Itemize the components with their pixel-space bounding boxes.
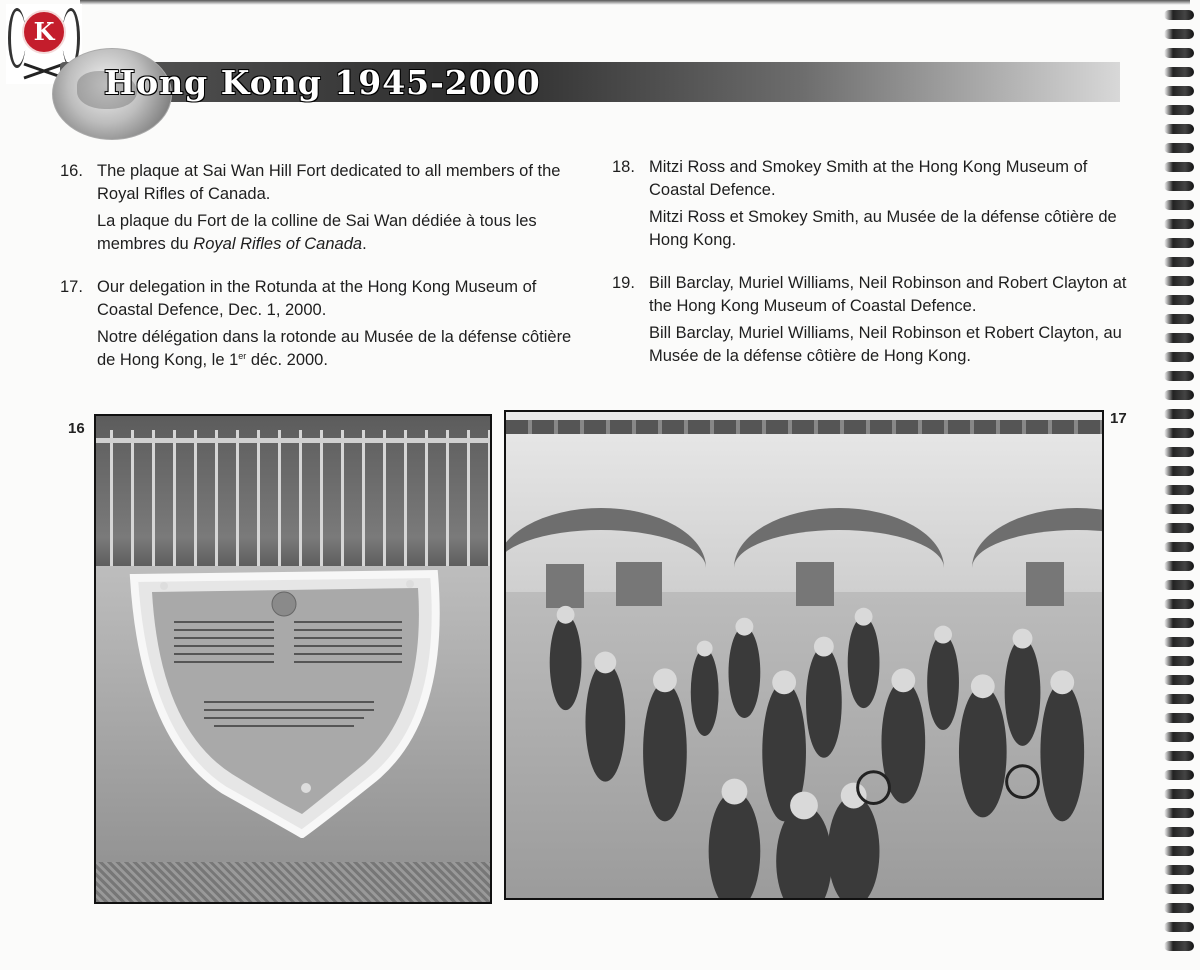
binding-coil xyxy=(1164,124,1194,134)
logo-letter: K xyxy=(33,17,55,46)
photo-number-16: 16 xyxy=(68,420,85,437)
photo-plaque xyxy=(94,414,492,904)
binding-coil xyxy=(1164,941,1194,951)
binding-coil xyxy=(1164,827,1194,837)
binding-coil xyxy=(1164,276,1194,286)
binding-coil xyxy=(1164,447,1194,457)
page-top-edge xyxy=(80,0,1190,5)
binding-coil xyxy=(1164,542,1194,552)
binding-coil xyxy=(1164,29,1194,39)
caption-french: Mitzi Ross et Smokey Smith, au Musée de la défense côtière de Hong Kong. xyxy=(649,208,1117,249)
binding-coil xyxy=(1164,770,1194,780)
spiral-binding xyxy=(1160,0,1200,970)
binding-coil xyxy=(1164,903,1194,913)
caption-number: 18. xyxy=(612,158,635,176)
shield-plaque xyxy=(124,568,444,838)
binding-coil xyxy=(1164,238,1194,248)
binding-coil xyxy=(1164,314,1194,324)
binding-coil xyxy=(1164,409,1194,419)
binding-coil xyxy=(1164,656,1194,666)
binding-coil xyxy=(1164,865,1194,875)
binding-coil xyxy=(1164,10,1194,20)
binding-coil xyxy=(1164,352,1194,362)
binding-coil xyxy=(1164,485,1194,495)
logo-emblem xyxy=(22,10,66,54)
binding-coil xyxy=(1164,808,1194,818)
caption-number: 16. xyxy=(60,162,83,180)
binding-coil xyxy=(1164,219,1194,229)
caption-english: Mitzi Ross and Smokey Smith at the Hong Kong Museum of Coastal Defence. xyxy=(649,158,1088,199)
caption-english: The plaque at Sai Wan Hill Fort dedicated to all members of the Royal Rifles of Canada. xyxy=(97,162,561,203)
photo-delegation xyxy=(504,410,1104,900)
caption-english: Bill Barclay, Muriel Williams, Neil Robinson and Robert Clayton at the Hong Kong Museum of Coastal Defence. xyxy=(649,274,1127,315)
binding-coil xyxy=(1164,390,1194,400)
binding-coil xyxy=(1164,922,1194,932)
crowd xyxy=(506,552,1102,900)
binding-coil xyxy=(1164,599,1194,609)
binding-coil xyxy=(1164,257,1194,267)
binding-coil xyxy=(1164,580,1194,590)
caption-french: La plaque du Fort de la colline de Sai Wan dédiée à tous les membres du Royal Rifles of Canada. xyxy=(97,212,537,253)
binding-coil xyxy=(1164,751,1194,761)
binding-coil xyxy=(1164,523,1194,533)
caption-french: Bill Barclay, Muriel Williams, Neil Robinson et Robert Clayton, au Musée de la défense côtière de Hong Kong. xyxy=(649,324,1122,365)
binding-coil xyxy=(1164,428,1194,438)
binding-coil xyxy=(1164,200,1194,210)
caption-french: Notre délégation dans la rotonde au Musée de la défense côtière de Hong Kong, le 1er déc. 2000. xyxy=(97,328,572,369)
caption-english: Our delegation in the Rotunda at the Hong Kong Museum of Coastal Defence, Dec. 1, 2000. xyxy=(97,278,537,319)
binding-coil xyxy=(1164,884,1194,894)
binding-coil xyxy=(1164,561,1194,571)
binding-coil xyxy=(1164,846,1194,856)
binding-coil xyxy=(1164,637,1194,647)
binding-coil xyxy=(1164,162,1194,172)
photo-number-17: 17 xyxy=(1110,410,1127,427)
binding-coil xyxy=(1164,713,1194,723)
fence xyxy=(96,430,490,580)
binding-coil xyxy=(1164,105,1194,115)
binding-coil xyxy=(1164,675,1194,685)
binding-coil xyxy=(1164,504,1194,514)
binding-coil xyxy=(1164,618,1194,628)
binding-coil xyxy=(1164,732,1194,742)
binding-coil xyxy=(1164,67,1194,77)
binding-coil xyxy=(1164,48,1194,58)
binding-coil xyxy=(1164,295,1194,305)
binding-coil xyxy=(1164,333,1194,343)
binding-coil xyxy=(1164,789,1194,799)
binding-coil xyxy=(1164,694,1194,704)
page-title: Hong Kong 1945-2000 xyxy=(104,63,541,102)
caption-number: 17. xyxy=(60,278,83,296)
caption-number: 19. xyxy=(612,274,635,292)
binding-coil xyxy=(1164,466,1194,476)
binding-coil xyxy=(1164,86,1194,96)
binding-coil xyxy=(1164,181,1194,191)
binding-coil xyxy=(1164,371,1194,381)
grate xyxy=(96,862,490,902)
binding-coil xyxy=(1164,143,1194,153)
